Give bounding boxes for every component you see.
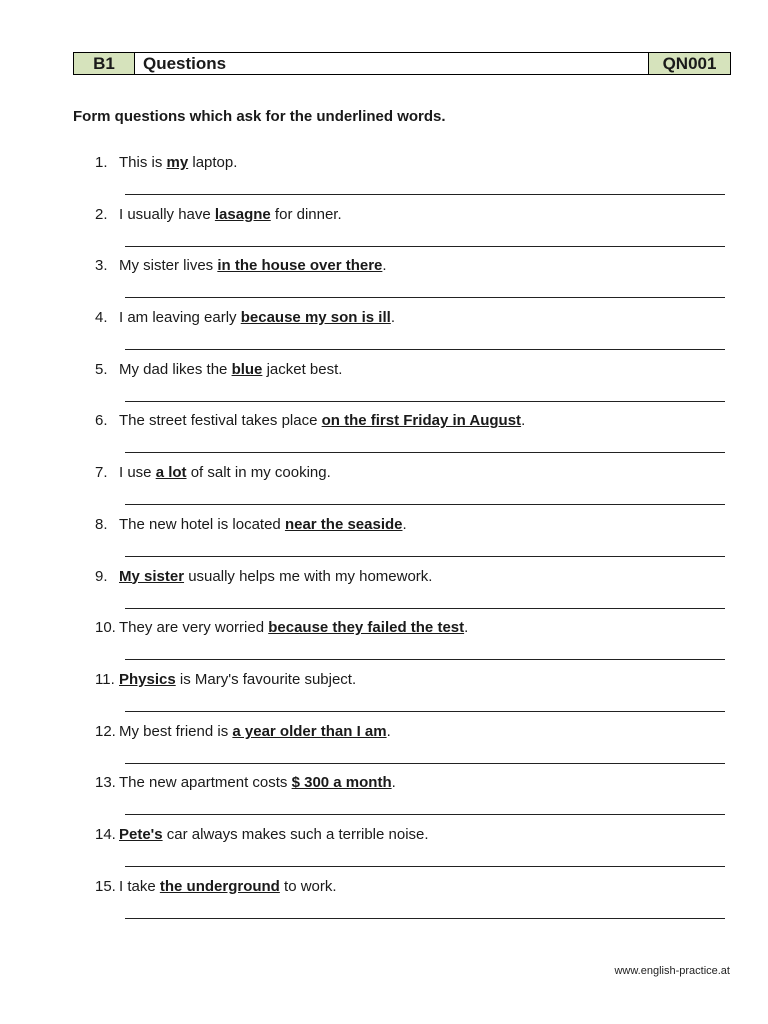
item-number: 8. xyxy=(95,515,108,533)
list-item xyxy=(0,566,768,618)
list-item xyxy=(0,255,768,307)
sentence-text-after: usually helps me with my homework. xyxy=(184,567,433,585)
underlined-keyword: a year older than I am xyxy=(232,722,387,740)
item-sentence xyxy=(119,826,429,843)
answer-line[interactable] xyxy=(125,659,725,660)
sentence-text-before: The new hotel is located xyxy=(119,515,285,533)
underlined-keyword: on the first Friday in August xyxy=(321,412,522,430)
item-number: 14. xyxy=(95,825,116,843)
list-item xyxy=(0,204,768,256)
list-item xyxy=(0,617,768,669)
sentence-text-before: My best friend is xyxy=(119,722,233,740)
item-sentence xyxy=(119,878,337,895)
sentence-text-after: . xyxy=(391,774,396,792)
item-number: 11. xyxy=(95,670,115,688)
answer-line[interactable] xyxy=(125,349,725,350)
answer-line[interactable] xyxy=(125,246,725,247)
sentence-text-after: is Mary's favourite subject. xyxy=(175,670,357,688)
item-sentence xyxy=(119,671,356,688)
sentence-text-after: jacket best. xyxy=(262,360,343,378)
question-list xyxy=(0,152,768,927)
item-sentence xyxy=(119,206,342,223)
sentence-text-after: . xyxy=(521,412,526,430)
item-sentence xyxy=(119,464,331,481)
item-number: 1. xyxy=(95,154,108,171)
answer-line[interactable] xyxy=(125,814,725,815)
underlined-keyword: a lot xyxy=(155,464,187,482)
item-sentence xyxy=(119,619,468,636)
sentence-text-after: for dinner. xyxy=(270,205,342,223)
list-item xyxy=(0,876,768,928)
item-number: 2. xyxy=(95,205,108,223)
sentence-text-after: car always makes such a terrible noise. xyxy=(162,825,429,843)
underlined-keyword: Physics xyxy=(119,670,176,688)
item-sentence xyxy=(119,516,407,533)
sentence-text-before: My sister lives xyxy=(119,257,218,275)
list-item xyxy=(0,152,768,204)
item-sentence xyxy=(119,568,432,585)
item-number: 5. xyxy=(95,360,108,378)
item-sentence xyxy=(119,154,237,171)
sentence-text-before: I take xyxy=(119,877,160,895)
item-sentence xyxy=(119,723,391,740)
item-number: 6. xyxy=(95,412,108,430)
sentence-text-after: . xyxy=(382,257,387,275)
item-number: 12. xyxy=(95,722,116,740)
list-item xyxy=(0,669,768,721)
item-sentence xyxy=(119,309,395,326)
item-number: 4. xyxy=(95,309,108,327)
underlined-keyword: blue xyxy=(231,360,263,378)
list-item xyxy=(0,824,768,876)
answer-line[interactable] xyxy=(125,504,725,505)
underlined-keyword: in the house over there xyxy=(217,257,383,275)
item-number: 3. xyxy=(95,257,108,275)
answer-line[interactable] xyxy=(125,711,725,712)
list-item xyxy=(0,359,768,411)
item-number: 15. xyxy=(95,877,116,895)
answer-line[interactable] xyxy=(125,763,725,764)
sentence-text-before: My dad likes the xyxy=(119,360,232,378)
item-number: 13. xyxy=(95,774,116,792)
sentence-text-before: The street festival takes place xyxy=(119,412,322,430)
sentence-text-after: . xyxy=(402,515,407,533)
item-sentence xyxy=(119,774,396,791)
answer-line[interactable] xyxy=(125,401,725,402)
underlined-keyword: Pete's xyxy=(119,825,163,843)
list-item xyxy=(0,410,768,462)
underlined-keyword: near the seaside xyxy=(284,515,403,533)
underlined-keyword: lasagne xyxy=(214,205,271,223)
sentence-text-before: They are very worried xyxy=(119,619,269,637)
sentence-text-before: I usually have xyxy=(119,205,215,223)
answer-line[interactable] xyxy=(125,452,725,453)
instruction-text: Form questions which ask for the underlined words. xyxy=(73,108,446,125)
list-item xyxy=(0,721,768,773)
underlined-keyword: because they failed the test xyxy=(268,619,465,637)
answer-line[interactable] xyxy=(125,866,725,867)
item-number: 9. xyxy=(95,567,108,585)
answer-line[interactable] xyxy=(125,297,725,298)
underlined-keyword: because my son is ill xyxy=(240,309,391,327)
item-sentence xyxy=(119,361,342,378)
sentence-text-after: . xyxy=(386,722,391,740)
sentence-text-after: . xyxy=(390,309,395,327)
underlined-keyword: my xyxy=(166,154,189,171)
level-badge: B1 xyxy=(74,53,135,74)
item-sentence xyxy=(119,257,387,274)
sentence-text-after: of salt in my cooking. xyxy=(186,464,331,482)
worksheet-code: QN001 xyxy=(648,53,730,74)
sentence-text-before: I am leaving early xyxy=(119,309,241,327)
sentence-text-before: The new apartment costs xyxy=(119,774,292,792)
sentence-text-before: I use xyxy=(119,464,156,482)
list-item xyxy=(0,462,768,514)
sentence-text-after: . xyxy=(464,619,469,637)
item-sentence xyxy=(119,412,525,429)
footer-url: www.english-practice.at xyxy=(614,965,730,977)
underlined-keyword: $ 300 a month xyxy=(291,774,392,792)
list-item xyxy=(0,772,768,824)
answer-line[interactable] xyxy=(125,918,725,919)
item-number: 7. xyxy=(95,464,108,482)
list-item xyxy=(0,307,768,359)
sentence-text-after: laptop. xyxy=(188,154,238,171)
worksheet-title: Questions xyxy=(135,53,648,74)
answer-line[interactable] xyxy=(125,608,725,609)
list-item xyxy=(0,514,768,566)
underlined-keyword: My sister xyxy=(119,567,185,585)
item-number: 10. xyxy=(95,619,116,637)
answer-line[interactable] xyxy=(125,194,725,195)
sentence-text-after: to work. xyxy=(279,877,337,895)
answer-line[interactable] xyxy=(125,556,725,557)
worksheet-header xyxy=(73,52,731,75)
sentence-text-before: This is xyxy=(119,154,167,171)
underlined-keyword: the underground xyxy=(159,877,280,895)
